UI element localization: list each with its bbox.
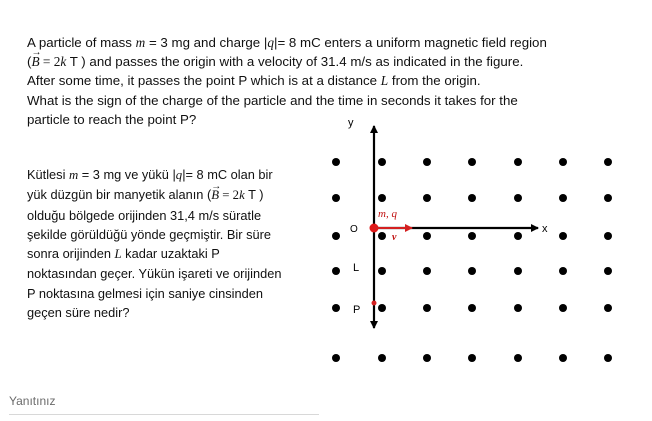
field-dot xyxy=(378,232,386,240)
field-dot xyxy=(559,232,567,240)
field-dot xyxy=(604,232,612,240)
field-dot xyxy=(378,194,386,202)
question-line: particle to reach the point P? xyxy=(27,111,197,127)
field-dot xyxy=(378,354,386,362)
field-dot xyxy=(514,158,522,166)
field-dot xyxy=(604,194,612,202)
field-dot xyxy=(604,304,612,312)
field-dot xyxy=(423,194,431,202)
question-line: sonra orijinden L kadar uzaktaki P xyxy=(27,246,220,262)
field-dot xyxy=(332,267,340,275)
question-line: A particle of mass m = 3 mg and charge |q|= 8 mC enters a uniform magnetic field region xyxy=(27,35,547,50)
velocity-label: v xyxy=(392,232,397,243)
field-dot xyxy=(378,304,386,312)
field-dot xyxy=(468,304,476,312)
question-text-english xyxy=(27,33,627,129)
question-line: noktasından geçer. Yükün işareti ve orijinden xyxy=(27,266,282,282)
field-dot xyxy=(514,267,522,275)
question-line: (→ B = 2k T ) and passes the origin with a velocity of 31.4 m/s as indicated in the figure. xyxy=(27,52,627,71)
question-line: What is the sign of the charge of the particle and the time in seconds it takes for the xyxy=(27,92,518,108)
field-dot xyxy=(514,232,522,240)
field-dot xyxy=(378,267,386,275)
field-dot xyxy=(332,304,340,312)
field-dot xyxy=(559,158,567,166)
field-dot xyxy=(468,194,476,202)
origin-label: O xyxy=(350,224,358,235)
field-dot xyxy=(604,354,612,362)
field-dot xyxy=(468,232,476,240)
field-dot xyxy=(468,354,476,362)
question-line: After some time, it passes the point P which is at a distance L from the origin. xyxy=(27,73,481,89)
field-dot xyxy=(559,194,567,202)
field-dot xyxy=(604,158,612,166)
answer-input[interactable]: Yanıtınız xyxy=(9,394,56,408)
field-dot xyxy=(559,267,567,275)
field-dot xyxy=(514,354,522,362)
distance-label: L xyxy=(353,262,360,274)
point-p-label: P xyxy=(353,304,361,316)
field-dot xyxy=(559,304,567,312)
field-dot xyxy=(332,354,340,362)
field-dot xyxy=(604,267,612,275)
field-dot xyxy=(423,304,431,312)
field-dot xyxy=(332,194,340,202)
field-dot xyxy=(423,354,431,362)
answer-underline xyxy=(9,414,319,415)
field-dot xyxy=(378,158,386,166)
field-dot xyxy=(423,267,431,275)
field-dot xyxy=(332,232,340,240)
x-axis-label: x xyxy=(542,223,548,235)
field-dot xyxy=(423,158,431,166)
field-dot xyxy=(514,304,522,312)
question-line: geçen süre nedir? xyxy=(27,305,130,321)
magnetic-field-figure xyxy=(320,118,630,378)
field-dot xyxy=(559,354,567,362)
field-dot xyxy=(332,158,340,166)
question-line: yük düzgün bir manyetik alanın (→ B = 2k T ) xyxy=(27,185,327,205)
field-dot xyxy=(514,194,522,202)
field-dot xyxy=(468,158,476,166)
field-dot xyxy=(423,232,431,240)
field-dot xyxy=(468,267,476,275)
point-p-marker xyxy=(372,301,377,306)
question-text-turkish xyxy=(27,165,327,322)
particle-label: m, q xyxy=(378,208,397,220)
question-line: P noktasına gelmesi için saniye cinsinden xyxy=(27,285,263,301)
question-line: şekilde görüldüğü yönde geçmiştir. Bir süre xyxy=(27,226,271,242)
question-line: olduğu bölgede orijinden 31,4 m/s süratle xyxy=(27,207,262,223)
question-line: Kütlesi m = 3 mg ve yükü |q|= 8 mC olan bir xyxy=(27,167,273,182)
y-axis-label: y xyxy=(348,118,354,129)
